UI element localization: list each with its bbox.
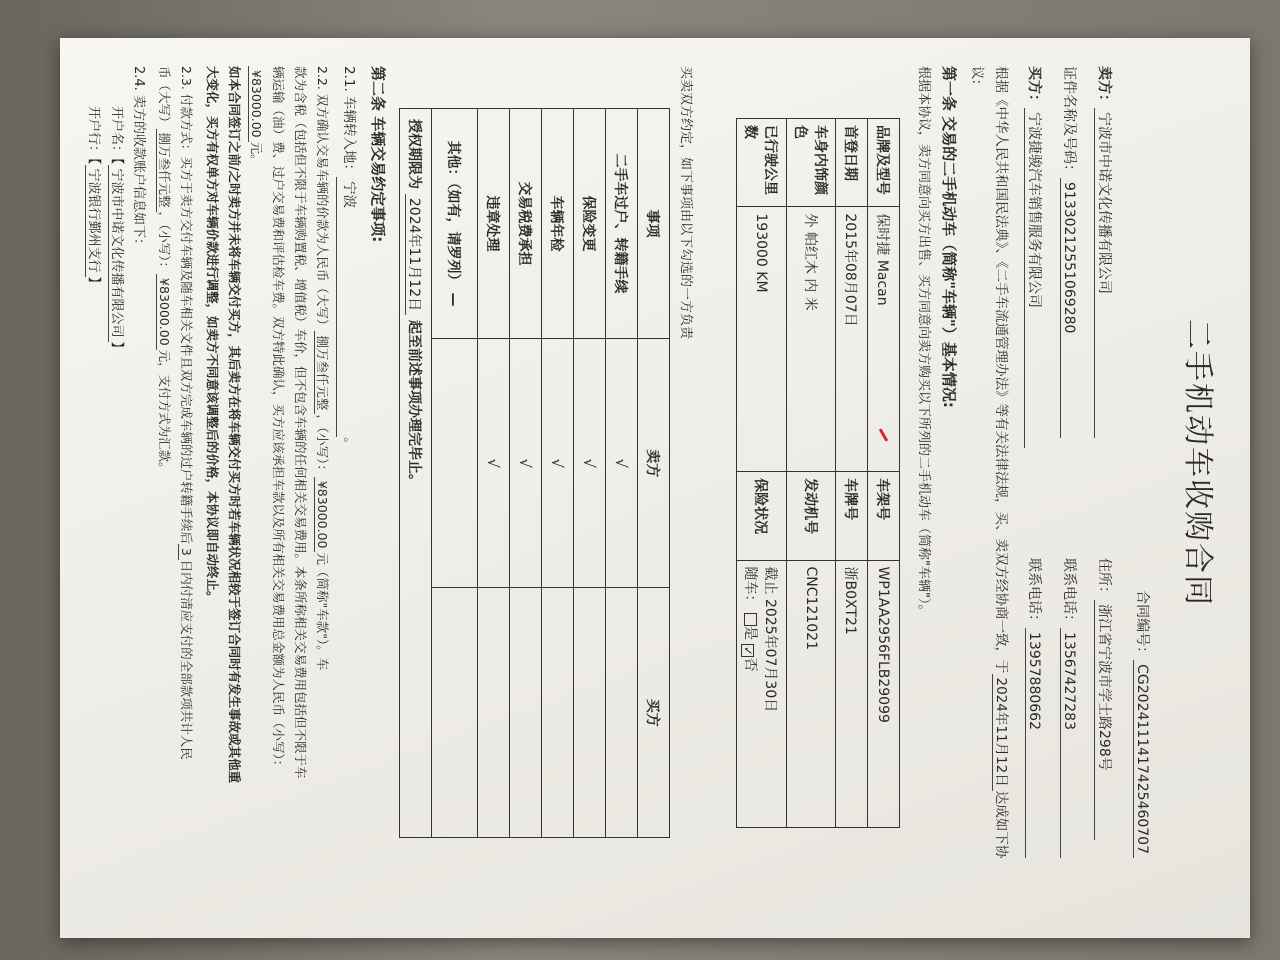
table-row: 保险变更 √ xyxy=(574,109,606,838)
contract-number: 合同编号：CG2024111417425460707 xyxy=(1133,590,1153,858)
article-1-title: 第一条 交易的二手机动车（简称"车辆"）基本情况: xyxy=(940,66,958,408)
seller-line: 卖方：宁波市中诺文化传播有限公司 xyxy=(1094,66,1115,438)
clause-2-4: 2.4. 卖方的收款账户信息如下： 开户名：【宁波市中诺文化传播有限公司】 xyxy=(105,66,149,866)
buyer-line: 买方：宁波捷骏汽车销售服务有限公司 xyxy=(1024,66,1045,448)
duty-table xyxy=(399,108,670,838)
table-row: 车辆年检 √ xyxy=(542,109,574,838)
buyer-phone-line: 联系电话：13957880662 xyxy=(1025,558,1045,858)
preamble: 根据《中华人民共和国民法典》、《二手车流通管理办法》等有关法律法规，买、卖双方经协商一致，于2024年11月12日达成如下协 议: xyxy=(969,66,1009,859)
seller-id-line: 证件名称及号码：91330212551069280 xyxy=(1060,66,1080,438)
insurance-cell: 截止 2025年07月30日 随车： 是 ✓否 xyxy=(737,560,787,827)
bank-line: 开户行：【宁波银行鄞州支行】 xyxy=(86,106,101,290)
article-1-text: 根据本协议，卖方同意向买方出售、买方同意向卖方购买以下所列的二手机动车（简称"车辆"）。 xyxy=(916,66,931,618)
vehicle-info-table xyxy=(736,118,900,828)
table-row: 车身内饰颜色 外 帕红木 内 米 发动机号 CNC121021 xyxy=(787,119,836,828)
article-2-title: 第二条 车辆交易约定事项: xyxy=(369,66,387,243)
table-row: 违章处理 √ xyxy=(478,109,510,838)
table-row: 已行驶公里数 193000 KM 保险状况 截止 2025年07月30日 随车： 是 ✓否 xyxy=(737,119,787,828)
table-row: 品牌及型号 保时捷 Macan 车架号 WP1AA2956FLB29099 xyxy=(868,119,900,828)
clause-2-1: 2.1. 车辆转入地：宁波。 xyxy=(336,66,361,866)
insurance-no-checkbox: ✓ xyxy=(741,645,756,656)
duty-intro: 买卖双方约定，如下事项由以下勾选的一方负责 xyxy=(678,66,693,340)
table-row: 交易税费承担 √ xyxy=(510,109,542,838)
table-row: 首登日期 2015年08月07日 车牌号 浙B0XT21 xyxy=(836,119,868,828)
table-row: 授权期限为 2024年11月12日 起至前述事项办理完毕止。 xyxy=(400,109,432,838)
clause-2-3: 2.3. 付款方式：买方于卖方交付车辆及随车相关文件且双方完成车辆的过户转籍手续后3日内付清应支付的全部款项共计人民 币（大写）捌万叁仟元整，（小写）：¥83000.00元，支付方式为汇款。 xyxy=(157,66,194,760)
clause-2-2: 2.2. 双方确认交易车辆的价款为人民币（大写）捌万叁仟元整，（小写）：¥83000.00元（简称"车款"）。车 款为含税（包括但不限于车辆购置税、增值税）车价，但不包含车辆的任何相关交易费用。本条所称相关交易费用包括但不限于车 辆运输（油）费、过户交易费和评估检车费。双方特此确认，买方应该承担车款以及所有相关交易费用总金额为人民币（小写）： ¥83000.00元。 如本合同签订之前/之时卖方并未将车辆交付买方，其后卖方在将车辆交付买方时若车辆状况相较于签订合同时有发生事故或其他重 大变化，买方有权单方对车辆价款进行调整，如卖方不同意该调整后的价格，本协议即自动终止。 xyxy=(205,66,330,784)
contract-document xyxy=(86,38,1245,888)
account-name-line: 开户名：【宁波市中诺文化传播有限公司】 xyxy=(109,106,124,355)
seller-phone-line: 联系电话：13567427283 xyxy=(1060,558,1080,858)
table-row: 其他：（如有，请罗列） — xyxy=(432,109,478,838)
insurance-yes-checkbox xyxy=(745,613,758,626)
table-row: 二手车过户、转籍手续 √ xyxy=(606,109,638,838)
seller-address-line: 住所：浙江省宁波市学士路298号 xyxy=(1094,558,1115,840)
table-header-row: 事项 卖方 买方 xyxy=(638,109,670,838)
document-title: 二手机动车收购合同 xyxy=(1180,319,1215,607)
